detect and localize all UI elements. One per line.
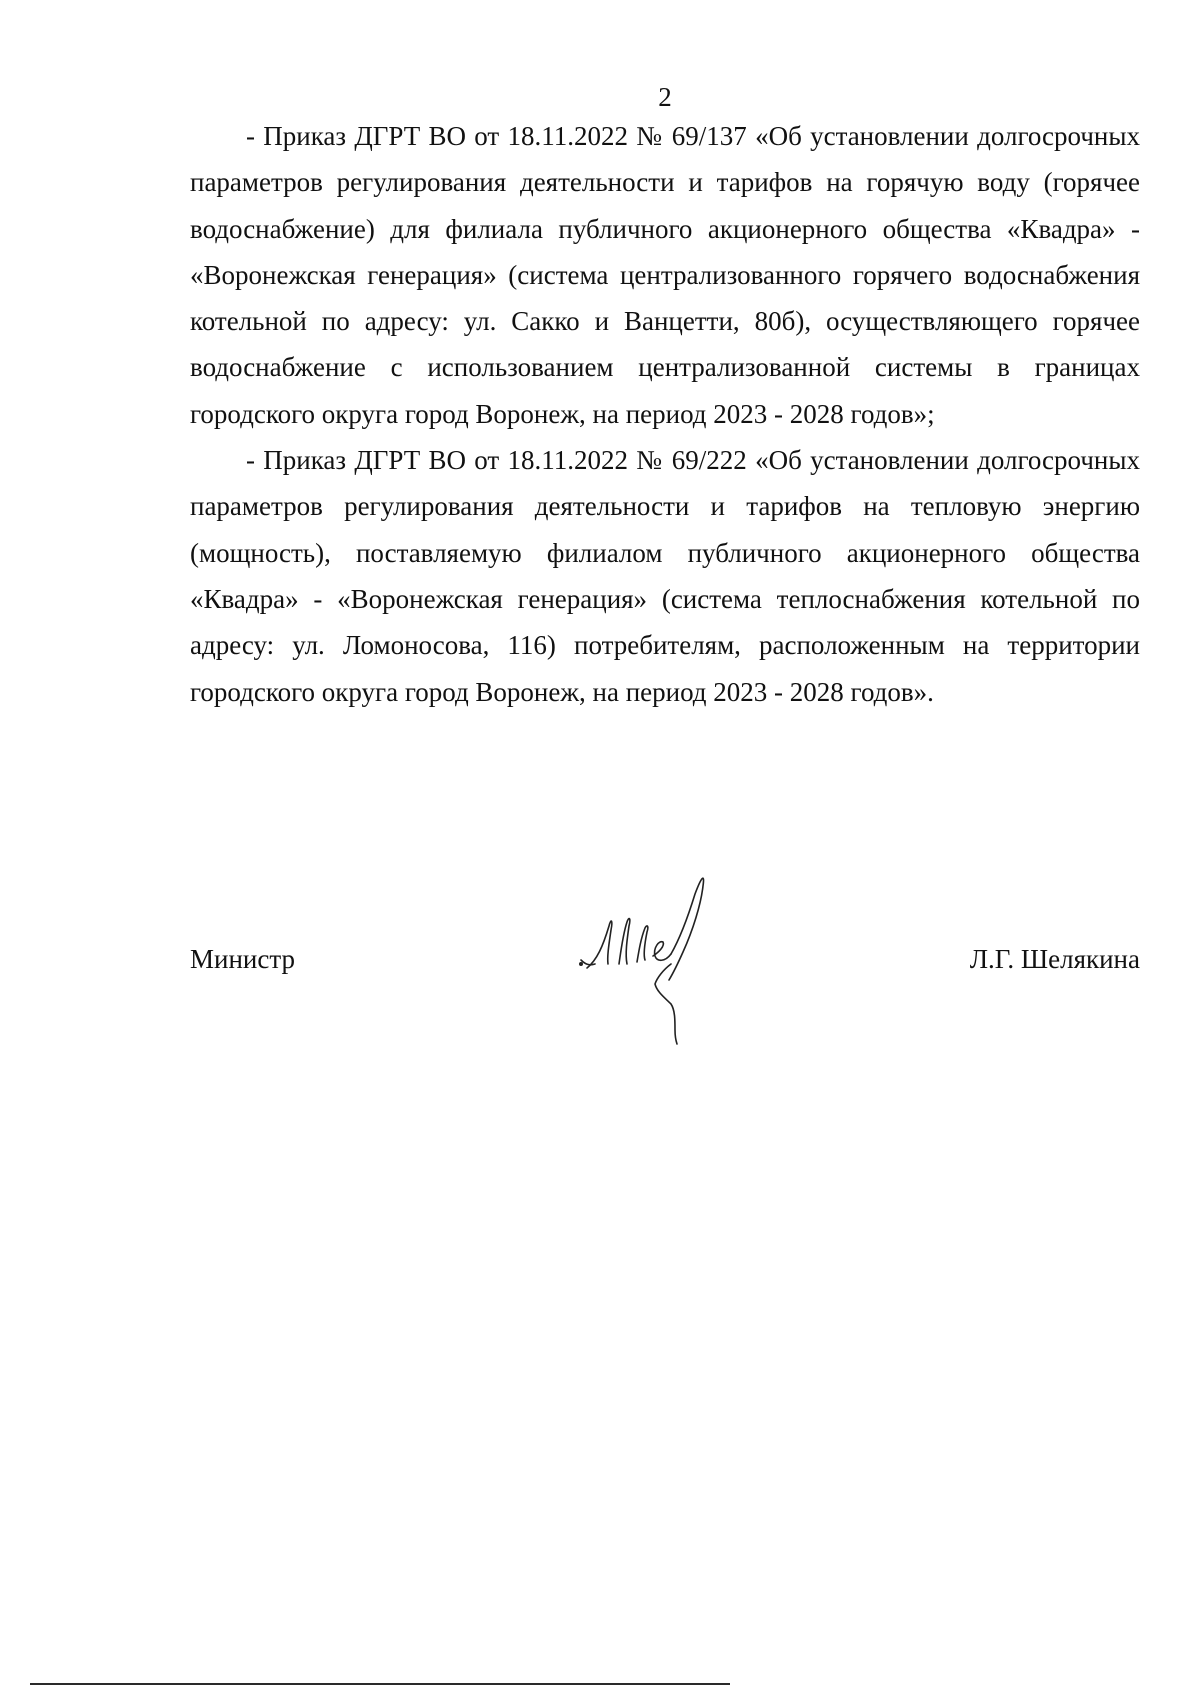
order-paragraph-1: - Приказ ДГРТ ВО от 18.11.2022 № 69/137 «Об установлении долгосрочных параметров регулирования деятельности и тарифов на горячую воду (горячее водоснабжение) для филиала публичного акционерного общества «Квадра» - «Воронежская генерация» (система централизованного горячего водоснабжения котельной по адресу: ул. Сакко и Ванцетти, 80б), осуществляющего горячее водоснабжение с использованием централизованной системы в границах городского округа город Воронеж, на период 2023 - 2028 годов»;: [190, 121, 1140, 429]
page-number: 2: [658, 82, 672, 112]
signatory-name: Л.Г. Шелякина: [969, 944, 1140, 974]
bottom-edge-rule: [30, 1683, 730, 1685]
document-body: [190, 113, 1140, 715]
signatory-title: Министр: [190, 944, 295, 974]
order-paragraph-2: - Приказ ДГРТ ВО от 18.11.2022 № 69/222 «Об установлении долгосрочных параметров регулирования деятельности и тарифов на тепловую энергию (мощность), поставляемую филиалом публичного акционерного общества «Квадра» - «Воронежская генерация» (система теплоснабжения котельной по адресу: ул. Ломоносова, 116) потребителям, расположенным на территории городского округа город Воронеж, на период 2023 - 2028 годов».: [190, 445, 1140, 707]
handwritten-signature: [575, 860, 735, 1050]
